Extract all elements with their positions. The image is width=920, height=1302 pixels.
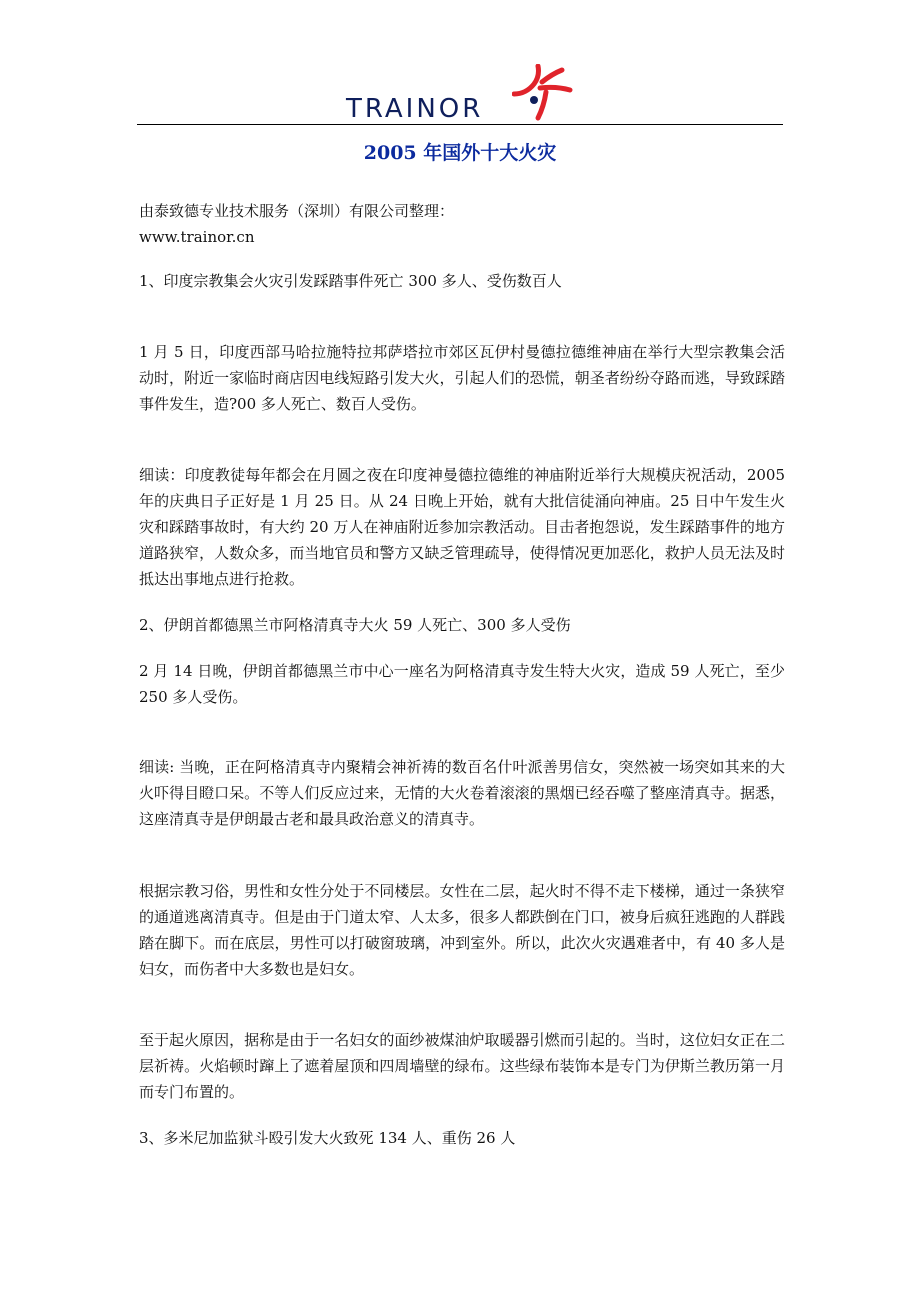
header-divider — [137, 124, 783, 125]
document-body — [139, 198, 785, 1151]
paragraph-1: 1 月 5 日，印度西部马哈拉施特拉邦萨塔拉市郊区瓦伊村曼德拉德维神庙在举行大型宗教集会活动时，附近一家临时商店因电线短路引发大火，引起人们的恐慌，朝圣者纷纷夺路而逃，导致踩踏事件发生，造?00 多人死亡、数百人受伤。 — [139, 343, 785, 413]
compiler-line: 由泰致德专业技术服务（深圳）有限公司整理： — [139, 202, 455, 220]
website-url: www.trainor.cn — [139, 228, 255, 246]
document-title: 2005 年国外十大火灾 — [363, 142, 557, 164]
section-heading-1: 1、印度宗教集会火灾引发踩踏事件死亡 300 多人、受伤数百人 — [139, 272, 562, 290]
trainor-logo — [346, 64, 578, 124]
paragraph-4: 细读: 当晚，正在阿格清真寺内聚精会神祈祷的数百名什叶派善男信女，突然被一场突如其来的大火吓得目瞪口呆。不等人们反应过来，无情的大火卷着滚滚的黑烟已经吞噬了整座清真寺。据悉，这座清真寺是伊朗最古老和最具政治意义的清真寺。 — [139, 758, 785, 828]
paragraph-2: 细读：印度教徒每年都会在月圆之夜在印度神曼德拉德维的神庙附近举行大规模庆祝活动，2005 年的庆典日子正好是 1 月 25 日。从 24 日晚上开始，就有大批信徒涌向神庙。25 日中午发生火灾和踩踏事故时，有大约 20 万人在神庙附近参加宗教活动。目击者抱怨说，发生踩踏事件的地方道路狭窄，人数众多，而当地官员和警方又缺乏管理疏导，使得情况更加恶化，救护人员无法及时抵达出事地点进行抢救。 — [139, 466, 785, 588]
paragraph-5: 根据宗教习俗，男性和女性分处于不同楼层。女性在二层，起火时不得不走下楼梯，通过一条狭窄的通道逃离清真寺。但是由于门道太窄、人太多，很多人都跌倒在门口，被身后疯狂逃跑的人群践踏在脚下。而在底层，男性可以打破窗玻璃，冲到室外。所以，此次火灾遇难者中，有 40 多人是妇女，而伤者中大多数也是妇女。 — [139, 882, 785, 978]
logo-figure-icon — [512, 64, 576, 124]
paragraph-6: 至于起火原因，据称是由于一名妇女的面纱被煤油炉取暖器引燃而引起的。当时，这位妇女正在二层祈祷。火焰顿时蹿上了遮着屋顶和四周墙壁的绿布。这些绿布装饰本是专门为伊斯兰教历第一月而专门布置的。 — [139, 1031, 785, 1101]
logo-wordmark: TRAINOR — [346, 94, 484, 124]
section-heading-3: 3、多米尼加监狱斗殴引发大火致死 134 人、重伤 26 人 — [139, 1129, 516, 1147]
section-heading-2: 2、伊朗首都德黑兰市阿格清真寺大火 59 人死亡、300 多人受伤 — [139, 616, 571, 634]
paragraph-3: 2 月 14 日晚，伊朗首都德黑兰市中心一座名为阿格清真寺发生特大火灾，造成 59 人死亡，至少 250 多人受伤。 — [139, 662, 785, 706]
